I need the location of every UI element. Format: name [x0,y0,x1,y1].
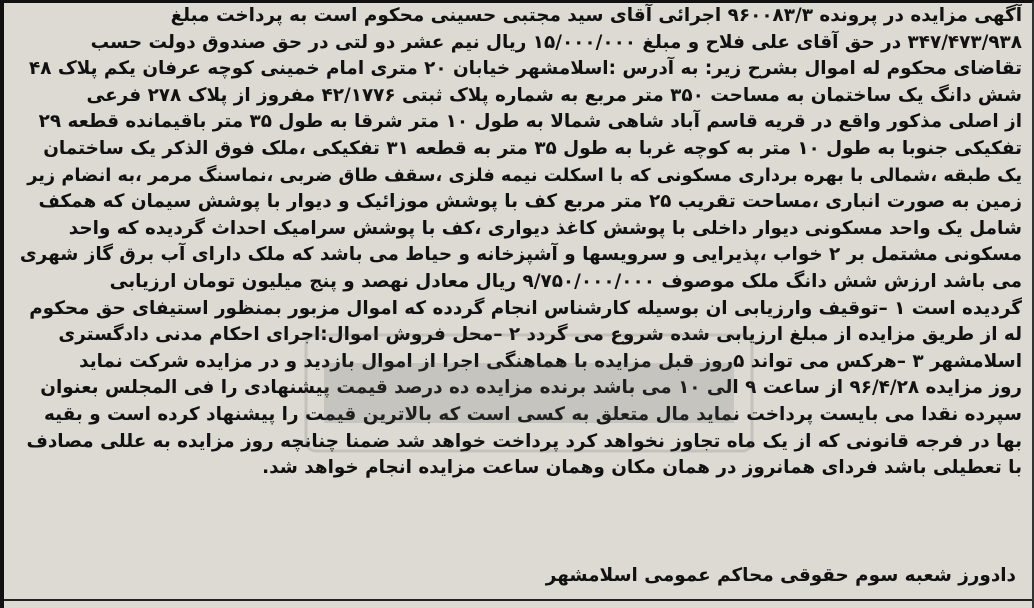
notice-body [18,3,1022,482]
notice-line: آگهی مزایده در پرونده ۹۶۰۰۸۳/۳ اجرائی آقای سید مجتبی حسینی محکوم است به پرداخت مبلغ [170,5,1022,26]
notice-line: تقاضای محکوم له اموال بشرح زیر: به آدرس :اسلامشهر خیابان ۲۰ متری امام خمینی کوچه عرفان یکم پلاک ۴۸ [28,58,1022,80]
notice-line: له از طریق مزایده از مبلغ ارزیابی شده شروع می گردد ۲ –محل فروش اموال:اجرای احکام مدنی دادگستری [58,324,1022,346]
notice-line: اسلامشهر ۳ –هرکس می تواند ۵روز قبل مزایده با هماهنگی اجرا از اموال بازدید و در مزایده شرکت نماید [79,350,1022,372]
bottom-divider [4,599,1032,601]
notice-line: تفکیکی جنوبا به طول ۱۰ متر به کوچه غربا به طول ۳۵ متر به قطعه ۳۱ تفکیکی ،ملک فوق الذکر یک ساختمان [43,137,1022,159]
notice-line: بها در فرجه قانونی که از یک ماه تجاوز نخواهد کرد پرداخت خواهد شد ضمنا چنانچه روز مزایده به عللی مصادف [26,430,1022,452]
notice-line: از اصلی مذکور واقع در قریه قاسم آباد شاهی شمالا به طول ۱۰ متر شرقا به طول ۳۵ متر باقیمانده قطعه ۲۹ [38,111,1022,133]
notice-line: شش دانگ یک ساختمان به مساحت ۳۵۰ متر مربع به شماره پلاک ثبتی ۴۲/۱۷۷۶ مفروز از پلاک ۲۷۸ فرعی [86,84,1022,106]
notice-line: سپرده نقدا می بایست پرداخت نماید مال متعلق به کسی است که بالاترین قیمت را پیشنهاد کرده است و بقیه [44,403,1022,425]
notice-line: مسکونی مشتمل بر ۲ خواب ،پذیرایی و سرویسها و آشپزخانه و حیاط می باشد که ملک دارای آب برق گاز شهری [19,244,1022,266]
notice-line: گردیده است ۱ –توقیف وارزیابی ان بوسیله کارشناس انجام گردده که اموال مزبور بمنظور استیفای حق محکوم [29,297,1022,319]
notice-line: شامل یک واحد مسکونی دیوار داخلی با پوشش کاغذ دیواری ،کف با پوشش سرامیک احداث گردیده که واحد [68,217,1022,239]
notice-signature: دادورز شعبه سوم حقوقی محاکم عمومی اسلامشهر [545,565,1016,586]
notice-line: روز مزایده ۹۶/۴/۲۸ از ساعت ۹ الی ۱۰ می باشد برنده مزایده ده درصد قیمت پیشنهادی را فی المجلس بعنوان [40,377,1022,399]
notice-line: یک طبقه ،شمالی با بهره برداری مسکونی که با اسکلت نیمه فلزی ،سقف طاق ضربی ،نماسنگ مرمر ،به انضام زیر [27,164,1022,186]
notice-line: می باشد ارزش شش دانگ ملک موصوف ۹/۷۵۰/۰۰۰/۰۰۰ ریال معادل نهصد و پنج میلیون تومان ارزیابی [109,270,1022,292]
notice-line: زمین به صورت انباری ،مساحت تقریب ۲۵ متر مربع کف با پوشش موزائیک و دیوار با پوشش سیمان که همکف [38,191,1022,213]
notice-line: با تعطیلی باشد فردای همانروز در همان مکان وهمان ساعت مزایده انجام خواهد شد. [262,457,1022,479]
notice-line: ۳۴۷/۴۷۳/۹۳۸ در حق آقای علی فلاح و مبلغ ۱۵/۰۰۰/۰۰۰ ریال نیم عشر دو لتی در حق صندوق دولت حسب [90,31,1022,53]
